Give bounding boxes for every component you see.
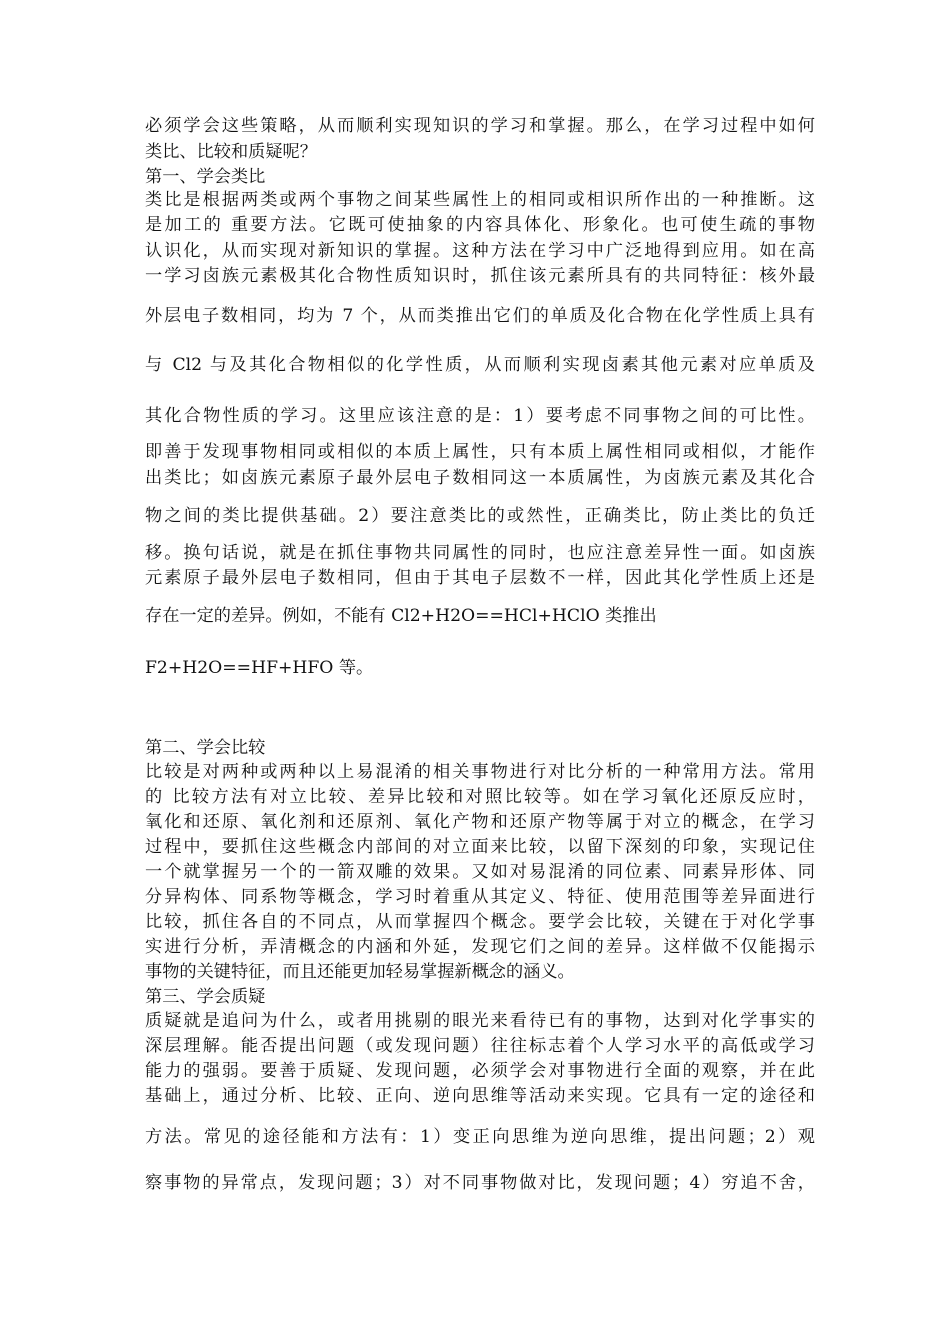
text-line: 事物的关键特征，而且还能更加轻易掌握新概念的涵义。 [145,962,575,982]
text-line: 即善于发现事物相同或相似的本质上属性，只有本质上属性相同或相似，才能作 [145,442,815,462]
text-line: 外层电子数相同，均为 7 个，从而类推出它们的单质及化合物在化学性质上具有 [145,306,815,326]
text-line: 深层理解。能否提出问题（或发现问题）往往标志着个人学习水平的高低或学习 [145,1036,815,1056]
section-heading: 第三、学会质疑 [145,987,266,1007]
text-line: 基础上，通过分析、比较、正向、逆向思维等活动来实现。它具有一定的途径和 [145,1086,815,1106]
text-line: 物之间的类比提供基础。2）要注意类比的或然性，正确类比，防止类比的负迁 [145,506,815,526]
text-line: 分异构体、同系物等概念，学习时着重从其定义、特征、使用范围等差异面进行 [145,887,815,907]
text-line: 其化合物性质的学习。这里应该注意的是：1）要考虑不同事物之间的可比性。 [145,406,815,426]
text-line: 察事物的异常点，发现问题；3）对不同事物做对比，发现问题；4）穷追不舍， [145,1173,815,1193]
text-line: 能力的强弱。要善于质疑、发现问题，必须学会对事物进行全面的观察，并在此 [145,1061,815,1081]
text-line: 比较是对两种或两种以上易混淆的相关事物进行对比分析的一种常用方法。常用 [145,762,815,782]
text-line: 类比、比较和质疑呢？ [145,142,317,162]
section-heading: 第一、学会类比 [145,167,266,187]
text-line: 必须学会这些策略，从而顺利实现知识的学习和掌握。那么，在学习过程中如何 [145,116,815,136]
text-line: 质疑就是追问为什么，或者用挑剔的眼光来看待已有的事物，达到对化学事实的 [145,1011,815,1031]
text-line: 一个就掌握另一个的一箭双雕的效果。又如对易混淆的同位素、同素异形体、同 [145,862,815,882]
text-line: 一学习卤族元素极其化合物性质知识时，抓住该元素所具有的共同特征：核外最 [145,266,815,286]
text-line: 与 Cl2 与及其化合物相似的化学性质，从而顺利实现卤素其他元素对应单质及 [145,355,815,375]
text-line: 的 比较方法有对立比较、差异比较和对照比较等。如在学习氧化还原反应时， [145,787,815,807]
text-line: 比较，抓住各自的不同点，从而掌握四个概念。要学会比较，关键在于对化学事 [145,912,815,932]
text-line: 是加工的 重要方法。它既可使抽象的内容具体化、形象化。也可使生疏的事物 [145,215,815,235]
text-line: 类比是根据两类或两个事物之间某些属性上的相同或相识所作出的一种推断。这 [145,190,815,210]
text-line: 移。换句话说，就是在抓住事物共同属性的同时，也应注意差异性一面。如卤族 [145,543,815,563]
text-line: 氧化和还原、氧化剂和还原剂、氧化产物和还原产物等属于对立的概念，在学习 [145,812,815,832]
text-line: 存在一定的差异。例如，不能有 Cl2+H2O==HCl+HClO 类推出 [145,606,657,626]
text-line: 认识化，从而实现对新知识的掌握。这种方法在学习中广泛地得到应用。如在高 [145,241,815,261]
text-line: 过程中，要抓住这些概念内部间的对立面来比较，以留下深刻的印象，实现记住 [145,837,815,857]
text-line: 实进行分析，弄清概念的内涵和外延，发现它们之间的差异。这样做不仅能揭示 [145,937,815,957]
text-line: 出类比；如卤族元素原子最外层电子数相同这一本质属性，为卤族元素及其化合 [145,468,815,488]
text-line: 方法。常见的途径能和方法有：1）变正向思维为逆向思维，提出问题；2）观 [145,1127,815,1147]
section-heading: 第二、学会比较 [145,738,266,758]
text-line: F2+H2O==HF+HFO 等。 [145,658,374,678]
text-line: 元素原子最外层电子数相同，但由于其电子层数不一样，因此其化学性质上还是 [145,568,815,588]
